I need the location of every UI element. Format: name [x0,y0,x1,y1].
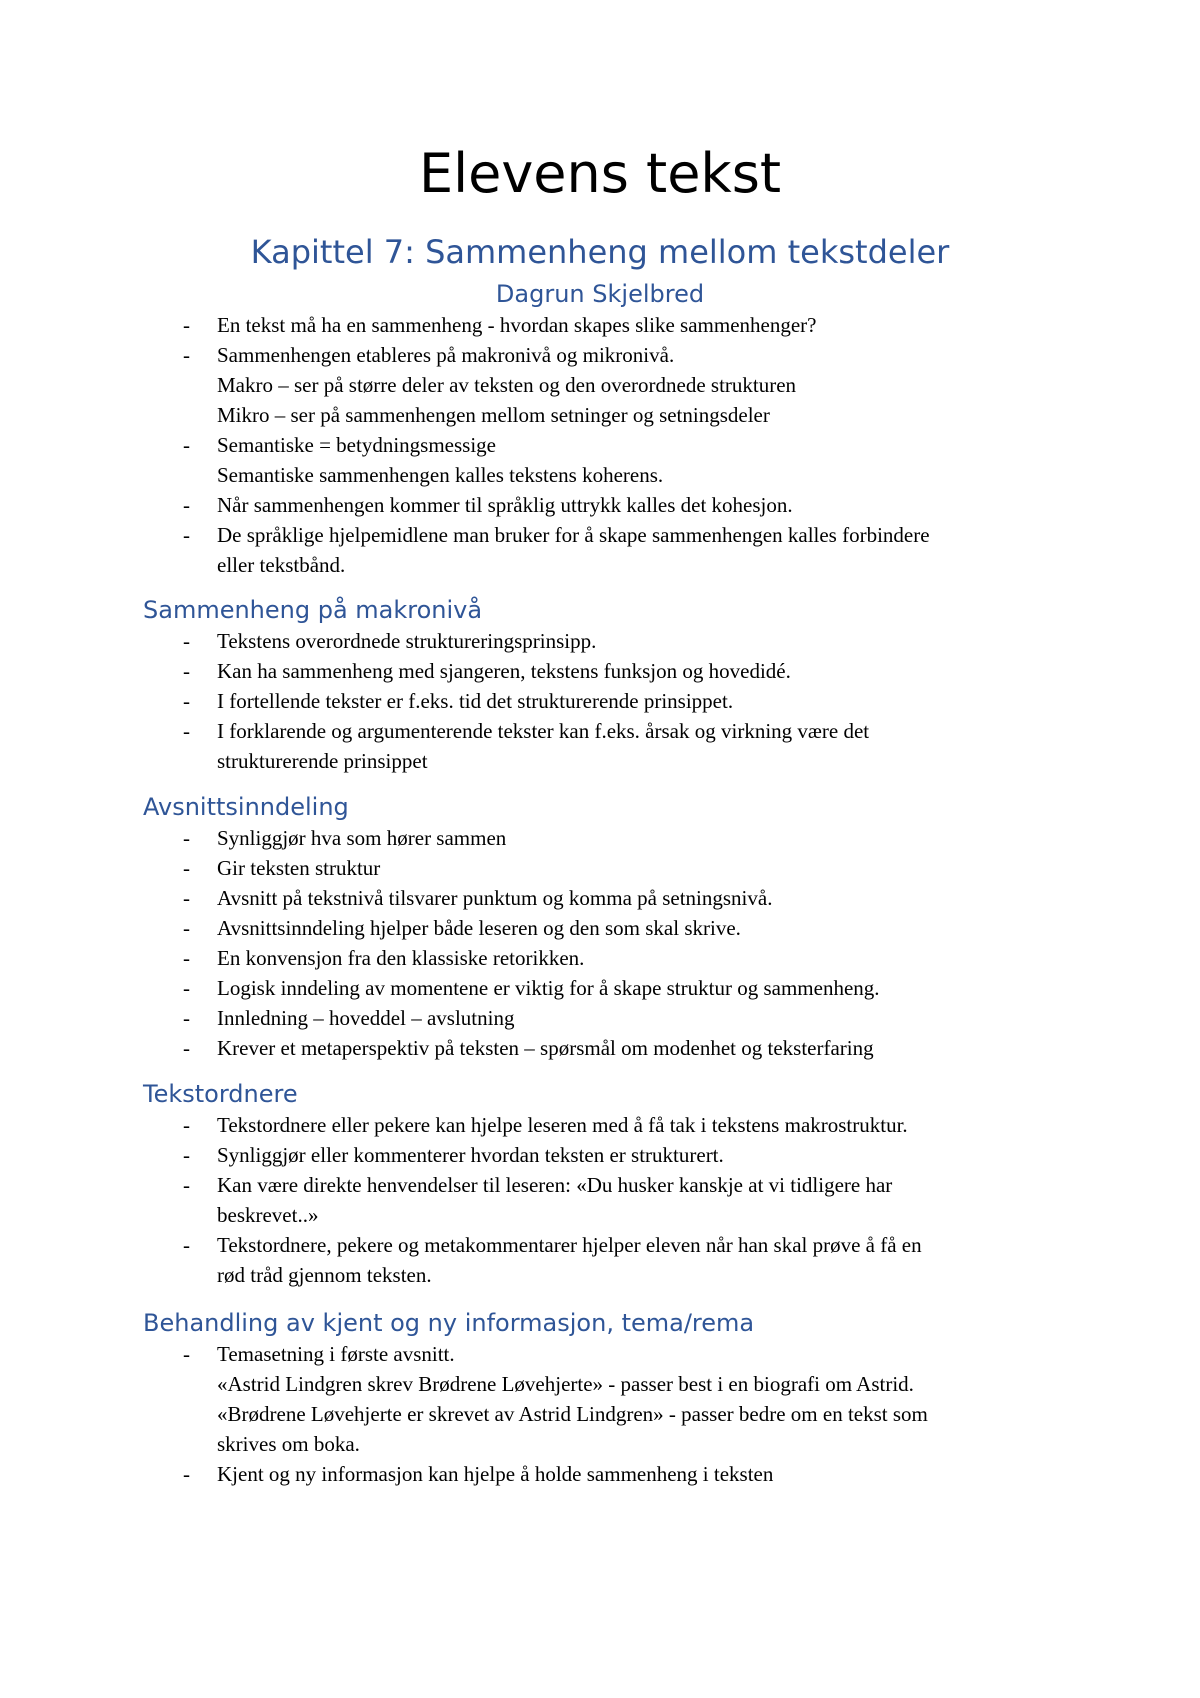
list-item [143,973,1063,1003]
list-item [143,340,1063,430]
list-item-text: Gir teksten struktur [217,856,381,880]
list-item-text: Krever et metaperspektiv på teksten – spørsmål om modenhet og teksterfaring [217,1036,874,1060]
bullet-dash: - [183,946,190,970]
section-list [143,1339,1063,1489]
list-item-text: Kjent og ny informasjon kan hjelpe å holde sammenheng i teksten [217,1462,774,1486]
list-item [143,716,1063,776]
list-item [143,1170,1063,1230]
list-item-text: eller tekstbånd. [217,553,346,577]
bullet-dash: - [183,313,190,337]
list-item-text: Synliggjør eller kommenterer hvordan teksten er strukturert. [217,1143,724,1167]
bullet-dash: - [183,523,190,547]
list-item-text: I fortellende tekster er f.eks. tid det strukturerende prinsippet. [217,689,734,713]
section-heading: Behandling av kjent og ny informasjon, tema/rema [143,1309,755,1337]
list-item [143,1339,1063,1459]
page-title: Elevens tekst [418,142,782,205]
list-item-text: En konvensjon fra den klassiske retorikken. [217,946,585,970]
list-item [143,1003,1063,1033]
section-list [143,823,1063,1063]
list-item-text: Synliggjør hva som hører sammen [217,826,507,850]
list-item [143,520,1063,580]
bullet-dash: - [183,976,190,1000]
list-item-text: rød tråd gjennom teksten. [217,1263,432,1287]
list-item-text: Sammenhengen etableres på makronivå og mikronivå. [217,343,675,367]
bullet-dash: - [183,659,190,683]
bullet-dash: - [183,433,190,457]
list-item [143,853,1063,883]
list-item-text: skrives om boka. [217,1432,360,1456]
section-list [143,626,1063,776]
list-item [143,913,1063,943]
list-item [143,310,1063,340]
bullet-dash: - [183,343,190,367]
list-item [143,626,1063,656]
list-item-text: Tekstordnere eller pekere kan hjelpe leseren med å få tak i tekstens makrostruktur. [217,1113,908,1137]
section-heading: Avsnittsinndeling [143,793,349,821]
list-item [143,656,1063,686]
bullet-dash: - [183,1233,190,1257]
list-item-text: strukturerende prinsippet [217,749,428,773]
list-item-text: Mikro – ser på sammenhengen mellom setninger og setningsdeler [217,403,770,427]
list-item [143,1459,1063,1489]
bullet-dash: - [183,916,190,940]
bullet-dash: - [183,719,190,743]
bullet-dash: - [183,1113,190,1137]
list-item-text: «Astrid Lindgren skrev Brødrene Løvehjerte» - passer best i en biografi om Astrid. [217,1372,914,1396]
list-item [143,686,1063,716]
bullet-dash: - [183,826,190,850]
list-item-text: Kan være direkte henvendelser til leseren: «Du husker kanskje at vi tidligere har [217,1173,893,1197]
list-item [143,490,1063,520]
bullet-dash: - [183,1036,190,1060]
list-item [143,1230,1063,1290]
list-item-text: Tekstordnere, pekere og metakommentarer hjelper eleven når han skal prøve å få en [217,1233,922,1257]
list-item-text: Avsnitt på tekstnivå tilsvarer punktum og komma på setningsnivå. [217,886,773,910]
bullet-dash: - [183,1462,190,1486]
author-name: Dagrun Skjelbred [495,280,705,308]
list-item-text: Når sammenhengen kommer til språklig uttrykk kalles det kohesjon. [217,493,793,517]
list-item-text: Tekstens overordnede struktureringsprinsipp. [217,629,597,653]
section-heading: Tekstordnere [143,1080,298,1108]
bullet-dash: - [183,1143,190,1167]
bullet-dash: - [183,886,190,910]
list-item-text: Avsnittsinndeling hjelper både leseren og den som skal skrive. [217,916,741,940]
document-content [143,310,1063,1489]
list-item [143,1140,1063,1170]
list-item-text: Innledning – hoveddel – avslutning [217,1006,515,1030]
bullet-dash: - [183,1173,190,1197]
list-item-text: I forklarende og argumenterende tekster kan f.eks. årsak og virkning være det [217,719,870,743]
list-item [143,823,1063,853]
list-item-text: Makro – ser på større deler av teksten og den overordnede strukturen [217,373,797,397]
sections-container [143,594,1063,1489]
bullet-dash: - [183,856,190,880]
bullet-dash: - [183,1006,190,1030]
chapter-subtitle: Kapittel 7: Sammenheng mellom tekstdeler [250,233,950,271]
list-item-text: «Brødrene Løvehjerte er skrevet av Astrid Lindgren» - passer bedre om en tekst som [217,1402,928,1426]
list-item-text: Semantiske sammenhengen kalles tekstens koherens. [217,463,664,487]
list-item-text: De språklige hjelpemidlene man bruker for å skape sammenhengen kalles forbindere [217,523,930,547]
list-item [143,883,1063,913]
list-item [143,943,1063,973]
bullet-dash: - [183,1342,190,1366]
bullet-dash: - [183,493,190,517]
list-item-text: En tekst må ha en sammenheng - hvordan skapes slike sammenhenger? [217,313,817,337]
list-item-text: Kan ha sammenheng med sjangeren, tekstens funksjon og hovedidé. [217,659,791,683]
section-list [143,1110,1063,1290]
list-item-text: beskrevet..» [217,1203,319,1227]
list-item [143,430,1063,490]
list-item [143,1110,1063,1140]
list-item-text: Logisk inndeling av momentene er viktig for å skape struktur og sammenheng. [217,976,880,1000]
bullet-dash: - [183,629,190,653]
list-item [143,1033,1063,1063]
bullet-dash: - [183,689,190,713]
list-item-text: Semantiske = betydningsmessige [217,433,496,457]
list-item-text: Temasetning i første avsnitt. [217,1342,455,1366]
section-heading: Sammenheng på makronivå [143,596,483,624]
intro-list [143,310,1063,580]
